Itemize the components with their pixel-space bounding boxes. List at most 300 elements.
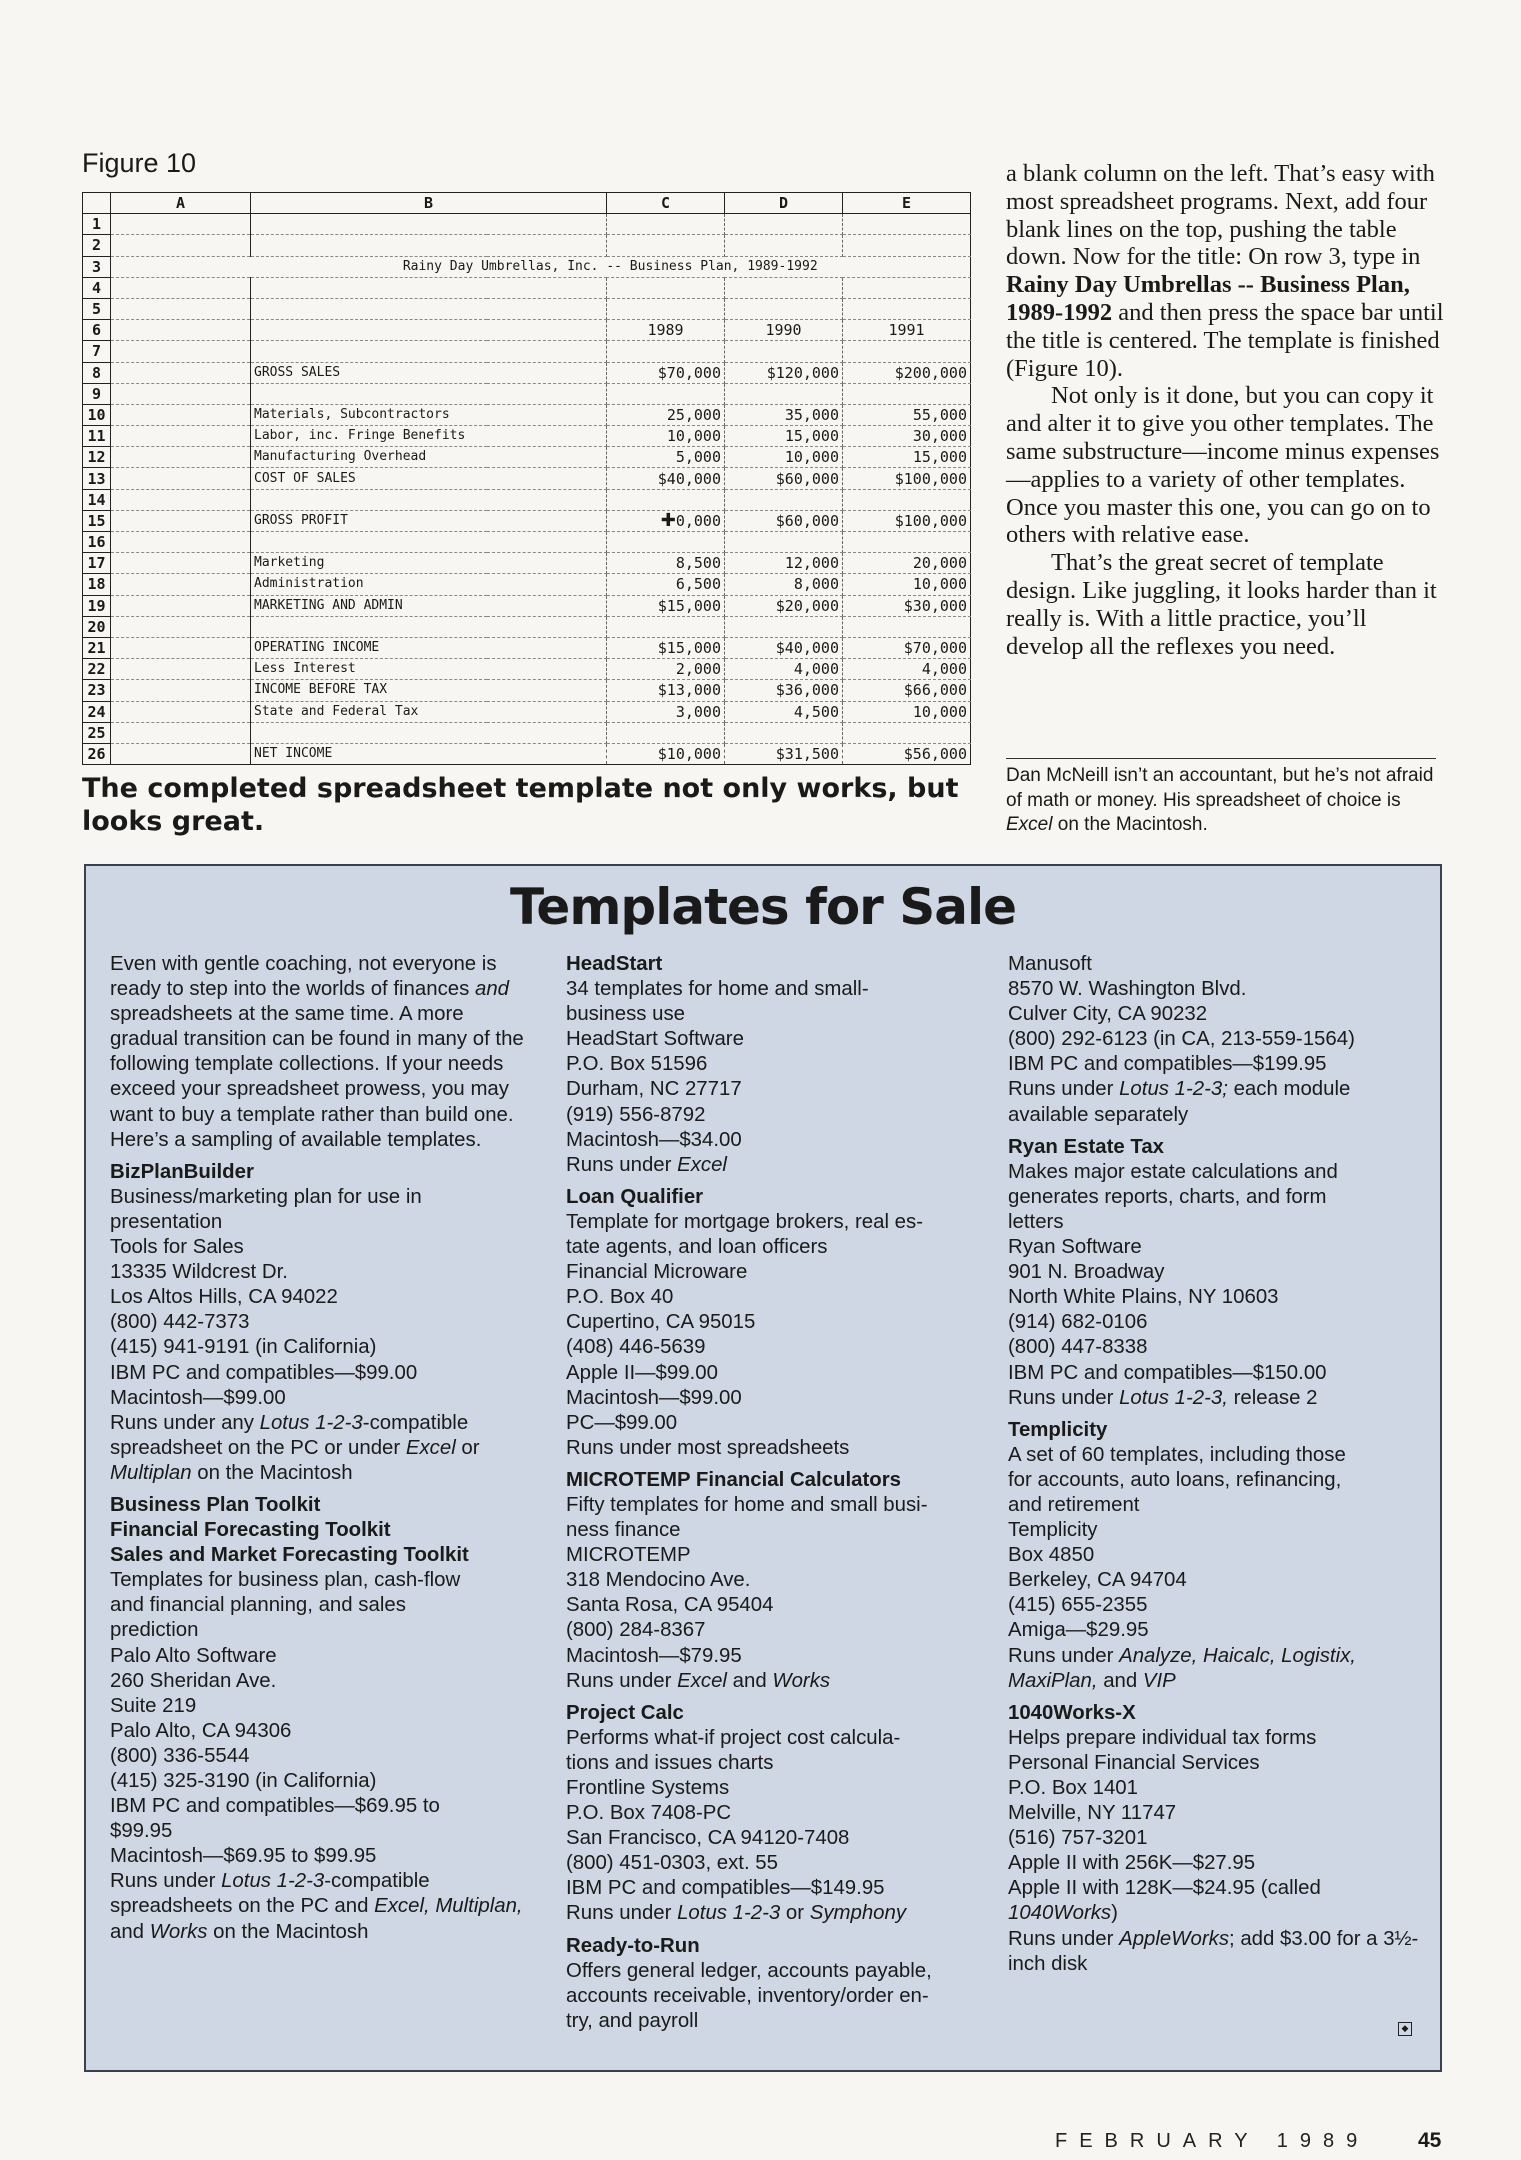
listing-line: Helps prepare individual tax forms [1008, 1726, 1317, 1749]
listing-line: tate agents, and loan officers [566, 1236, 828, 1259]
row-number: 23 [83, 680, 111, 701]
article-body [1006, 160, 1446, 660]
sheet-row [83, 574, 971, 595]
listing-line: Makes major estate calculations and [1008, 1160, 1338, 1183]
listing-line: for accounts, auto loans, refinancing, [1008, 1468, 1342, 1491]
template-listing [566, 952, 981, 1178]
value-cell: 8,000 [725, 574, 843, 595]
sheet-row [83, 426, 971, 447]
listing-line: (800) 284-8367 [566, 1619, 706, 1642]
listing-line: P.O. Box 51596 [566, 1053, 708, 1076]
row-label: Administration [251, 574, 607, 595]
sheet-row [83, 362, 971, 383]
sheet-row [83, 256, 971, 277]
value-cell: $60,000 [725, 510, 843, 531]
row-label: GROSS SALES [251, 362, 607, 383]
listing-line: PC—$99.00 [566, 1411, 678, 1434]
value-cell [843, 532, 971, 553]
row-number: 25 [83, 722, 111, 743]
row-label: NET INCOME [251, 743, 607, 764]
row-label: Marketing [251, 553, 607, 574]
row-number: 10 [83, 404, 111, 425]
row-label [251, 277, 607, 298]
value-cell: 10,000 [843, 574, 971, 595]
listing-line: (415) 325-3190 (in California) [110, 1770, 377, 1792]
value-cell [725, 214, 843, 235]
listing-line: 901 N. Broadway [1008, 1261, 1165, 1284]
divider [1006, 758, 1436, 759]
row-number: 4 [83, 277, 111, 298]
listing-line: P.O. Box 40 [566, 1286, 674, 1309]
value-cell: $66,000 [843, 680, 971, 701]
row-number: 8 [83, 362, 111, 383]
cell [111, 489, 251, 510]
cell [111, 722, 251, 743]
value-cell [843, 489, 971, 510]
product-name: Ryan Estate Tax [1008, 1135, 1165, 1158]
listing-line: Runs under Analyze, Haicalc, Logistix, MaxiPlan, and VIP [1008, 1644, 1356, 1692]
cell [111, 426, 251, 447]
sheet-row [83, 277, 971, 298]
value-cell [725, 235, 843, 256]
column-header: A [111, 193, 251, 214]
listing-line: Runs under Lotus 1-2-3-compatible spreadsheets on the PC and Excel, Multiplan, and Works on the Macintosh [110, 1870, 523, 1943]
value-cell: 4,000 [843, 659, 971, 680]
value-cell [843, 298, 971, 319]
intro-text: Even with gentle coaching, not everyone is ready to step into the worlds of finances and spreadsheets at the same time. A more gradual transition can be found in many of the following template collections. If your needs exceed your spreadsheet prowess, you may want to buy a template rather than build one. Here’s a sampling of available templates. [110, 953, 524, 1151]
listing-line: Santa Rosa, CA 95404 [566, 1594, 774, 1617]
row-label: COST OF SALES [251, 468, 607, 489]
listing-line: Runs under Excel [566, 1153, 727, 1176]
column-header: C [607, 193, 725, 214]
listing-line: Macintosh—$79.95 [566, 1644, 742, 1667]
row-number: 21 [83, 637, 111, 658]
cell [111, 298, 251, 319]
row-label [251, 383, 607, 404]
product-name: HeadStart [566, 953, 663, 975]
cell [111, 383, 251, 404]
column-header: D [725, 193, 843, 214]
sheet-row [83, 680, 971, 701]
listing-line: Cupertino, CA 95015 [566, 1311, 756, 1334]
column-header: E [843, 193, 971, 214]
value-cell [843, 341, 971, 362]
listing-line: (415) 941-9191 (in California) [110, 1336, 377, 1359]
value-cell [607, 616, 725, 637]
listing-line: 13335 Wildcrest Dr. [110, 1261, 288, 1284]
sheet-row [83, 235, 971, 256]
row-label [251, 341, 607, 362]
sheet-row [83, 447, 971, 468]
row-label [251, 320, 607, 341]
row-label: OPERATING INCOME [251, 637, 607, 658]
listing-line: Melville, NY 11747 [1008, 1802, 1177, 1825]
template-listing [1008, 1418, 1428, 1694]
listing-line: Suite 219 [110, 1694, 197, 1717]
product-name: Ready-to-Run [566, 1934, 700, 1957]
row-number: 17 [83, 553, 111, 574]
author-bio: Dan McNeill isn’t an accountant, but he’s not afraid of math or money. His spreadsheet of choice is Excel on the Macintosh. [1006, 765, 1434, 835]
value-cell: $31,500 [725, 743, 843, 764]
page-number: 45 [1418, 2129, 1442, 2152]
row-number: 19 [83, 595, 111, 616]
cell [111, 701, 251, 722]
value-cell: 3,000 [607, 701, 725, 722]
sheet-title-cell: Rainy Day Umbrellas, Inc. -- Business Plan, 1989-1992 [251, 256, 971, 277]
template-listing [566, 1934, 981, 2034]
value-cell [607, 298, 725, 319]
value-cell [607, 722, 725, 743]
row-label: GROSS PROFIT [251, 510, 607, 531]
sheet-row [83, 383, 971, 404]
product-name: BizPlanBuilder [110, 1160, 254, 1183]
listing-line: Template for mortgage brokers, real es- [566, 1210, 923, 1233]
listing-line: 260 Sheridan Ave. [110, 1669, 277, 1692]
value-cell [843, 277, 971, 298]
value-cell [725, 341, 843, 362]
row-label: Manufacturing Overhead [251, 447, 607, 468]
template-listing [566, 1185, 981, 1461]
row-number: 15 [83, 510, 111, 531]
row-number: 6 [83, 320, 111, 341]
listing-line: 318 Mendocino Ave. [566, 1569, 751, 1592]
value-cell [725, 532, 843, 553]
listing-line: Durham, NC 27717 [566, 1078, 742, 1101]
cell [111, 256, 251, 277]
listing-line: Apple II with 128K—$24.95 (called [1008, 1877, 1321, 1900]
listing-line: IBM PC and compatibles—$69.95 to [110, 1795, 440, 1818]
value-cell: 20,000 [843, 553, 971, 574]
listing-line: prediction [110, 1619, 199, 1642]
template-listing [566, 1468, 981, 1694]
listing-line: Macintosh—$99.00 [110, 1386, 286, 1409]
listing-line: P.O. Box 1401 [1008, 1777, 1138, 1799]
cursor-plus-icon: ✚ [660, 510, 676, 531]
sheet-row [83, 722, 971, 743]
sheet-row [83, 553, 971, 574]
cell [111, 553, 251, 574]
value-cell [725, 489, 843, 510]
listing-line: HeadStart Software [566, 1028, 744, 1051]
value-cell: $40,000 [725, 637, 843, 658]
listing-line: Runs under Lotus 1-2-3, release 2 [1008, 1386, 1318, 1409]
listing-line: A set of 60 templates, including those [1008, 1443, 1346, 1466]
cell [111, 341, 251, 362]
value-cell: $100,000 [843, 468, 971, 489]
row-number: 3 [83, 256, 111, 277]
listing-line: Runs under Lotus 1-2-3 or Symphony [566, 1902, 907, 1925]
listing-line: MICROTEMP [566, 1544, 691, 1567]
listing-line: Amiga—$29.95 [1008, 1619, 1149, 1642]
value-cell: 12,000 [725, 553, 843, 574]
listing-line: (800) 336-5544 [110, 1744, 250, 1767]
cell [111, 510, 251, 531]
listing-line: Offers general ledger, accounts payable, [566, 1959, 932, 1982]
value-cell [843, 383, 971, 404]
value-cell: $120,000 [725, 362, 843, 383]
cell [111, 616, 251, 637]
listing-line: Runs under most spreadsheets [566, 1436, 850, 1459]
listing-line: Box 4850 [1008, 1544, 1095, 1567]
listing-line: P.O. Box 7408-PC [566, 1802, 732, 1825]
sheet-row [83, 659, 971, 680]
sidebar-title: Templates for Sale [509, 878, 1017, 936]
listing-line: Macintosh—$69.95 to $99.95 [110, 1845, 377, 1868]
value-cell [843, 214, 971, 235]
sheet-row [83, 404, 971, 425]
row-label: Less Interest [251, 659, 607, 680]
value-cell [725, 616, 843, 637]
value-cell: 1991 [843, 320, 971, 341]
value-cell: $30,000 [843, 595, 971, 616]
value-cell: $15,000 [607, 595, 725, 616]
template-listing [1008, 952, 1428, 1128]
value-cell: $40,000 [607, 468, 725, 489]
row-label [251, 489, 607, 510]
value-cell [607, 532, 725, 553]
value-cell: $56,000 [843, 743, 971, 764]
listing-line: 34 templates for home and small- [566, 978, 869, 1001]
cell [111, 659, 251, 680]
template-listing [110, 1493, 530, 1945]
value-cell: 30,000 [843, 426, 971, 447]
product-name: Sales and Market Forecasting Toolkit [110, 1544, 469, 1567]
row-number: 24 [83, 701, 111, 722]
listing-line: Apple II—$99.00 [566, 1361, 718, 1384]
value-cell [607, 341, 725, 362]
listing-line: try, and payroll [566, 2009, 699, 2032]
row-label [251, 532, 607, 553]
value-cell [725, 722, 843, 743]
value-cell: 25,000 [607, 404, 725, 425]
listing-line: (408) 446-5639 [566, 1336, 706, 1359]
listing-line: (800) 451-0303, ext. 55 [566, 1852, 778, 1875]
row-number: 5 [83, 298, 111, 319]
value-cell: $60,000 [725, 468, 843, 489]
value-cell [725, 383, 843, 404]
row-label [251, 235, 607, 256]
cell [111, 468, 251, 489]
template-listing [110, 1160, 530, 1486]
value-cell: $13,000 [607, 680, 725, 701]
listing-line: 1040Works) Runs under AppleWorks; add $3.00 for a 3½-inch disk [1008, 1902, 1419, 1975]
value-cell: 5,000 [607, 447, 725, 468]
product-name: MICROTEMP Financial Calculators [566, 1468, 902, 1491]
sheet-row [83, 701, 971, 722]
value-cell: 10,000 [725, 447, 843, 468]
corner-cell [83, 193, 111, 214]
sheet-row [83, 320, 971, 341]
template-listing [1008, 1701, 1428, 1977]
value-cell: 6,500 [607, 574, 725, 595]
figure-caption: The completed spreadsheet template not only works, but looks great. [82, 773, 959, 837]
listing-line: letters [1008, 1210, 1064, 1233]
cell [111, 447, 251, 468]
listing-line: North White Plains, NY 10603 [1008, 1286, 1279, 1309]
listing-line: IBM PC and compatibles—$99.00 [110, 1361, 418, 1384]
listing-line: Fifty templates for home and small busi- [566, 1493, 928, 1516]
value-cell [725, 298, 843, 319]
row-label: State and Federal Tax [251, 701, 607, 722]
value-cell: 2,000 [607, 659, 725, 680]
template-listing [1008, 1135, 1428, 1411]
listing-line: generates reports, charts, and form [1008, 1185, 1327, 1208]
listing-line: ness finance [566, 1519, 681, 1542]
listing-line: (800) 292-6123 (in CA, 213-559-1564) [1008, 1028, 1355, 1051]
value-cell [607, 277, 725, 298]
cell [111, 404, 251, 425]
sidebar-column-1 [110, 952, 530, 1952]
cell [111, 743, 251, 764]
sidebar-column-3 [1008, 952, 1428, 1984]
listing-line: (516) 757-3201 [1008, 1827, 1148, 1850]
row-label: MARKETING AND ADMIN [251, 595, 607, 616]
listing-line: Palo Alto, CA 94306 [110, 1719, 292, 1742]
listing-line: and financial planning, and sales [110, 1594, 406, 1617]
row-number: 22 [83, 659, 111, 680]
row-label [251, 298, 607, 319]
listing-line: Runs under any Lotus 1-2-3-compatible spreadsheet on the PC or under Excel or Multiplan on the Macintosh [110, 1411, 480, 1484]
value-cell: 4,500 [725, 701, 843, 722]
sheet-row [83, 532, 971, 553]
listing-line: Palo Alto Software [110, 1644, 277, 1667]
listing-line: Los Altos Hills, CA 94022 [110, 1286, 338, 1309]
listing-line: business use [566, 1003, 686, 1026]
paragraph: Not only is it done, but you can copy it and alter it to give you other templates. The same substructure—income minus expenses—applies to a variety of other templates. Once you master this one, you can go on to others with relative ease. [1006, 382, 1440, 549]
templates-sidebar [84, 864, 1442, 2072]
paragraph: a blank column on the left. That’s easy with most spreadsheet programs. Next, add four blank lines on the top, pushing the table down. Now for the title: On row 3, type in Rainy Day Umbrellas -- Business Plan, 1989-1992 and then press the space bar until the title is centered. The template is finished (Figure 10). [1006, 160, 1444, 382]
listing-line: San Francisco, CA 94120-7408 [566, 1827, 850, 1850]
row-number: 20 [83, 616, 111, 637]
product-name: Loan Qualifier [566, 1185, 704, 1208]
listing-line: Berkeley, CA 94704 [1008, 1569, 1187, 1592]
value-cell: $36,000 [725, 680, 843, 701]
value-cell [607, 489, 725, 510]
listing-line: Runs under Lotus 1-2-3; each module available separately [1008, 1078, 1351, 1126]
row-label: Materials, Subcontractors [251, 404, 607, 425]
value-cell [607, 214, 725, 235]
cell [111, 320, 251, 341]
cell [111, 235, 251, 256]
sheet-row [83, 637, 971, 658]
value-cell: $100,000 [843, 510, 971, 531]
value-cell: $200,000 [843, 362, 971, 383]
listing-line: accounts receivable, inventory/order en- [566, 1984, 929, 2007]
value-cell: 8,500 [607, 553, 725, 574]
listing-line: Templates for business plan, cash-flow [110, 1569, 461, 1592]
listing-line: Ryan Software [1008, 1236, 1142, 1259]
sheet-row [83, 298, 971, 319]
listing-line: Runs under Excel and Works [566, 1669, 831, 1692]
row-label [251, 722, 607, 743]
listing-line: Financial Microware [566, 1261, 748, 1284]
product-name: 1040Works-X [1008, 1701, 1136, 1724]
value-cell [843, 616, 971, 637]
sheet-row [83, 616, 971, 637]
row-number: 12 [83, 447, 111, 468]
product-name: Project Calc [566, 1701, 684, 1724]
listing-line: (415) 655-2355 [1008, 1594, 1148, 1617]
listing-line: presentation [110, 1210, 223, 1233]
listing-line: Frontline Systems [566, 1777, 730, 1799]
value-cell [843, 235, 971, 256]
sheet-row [83, 489, 971, 510]
value-cell: $20,000 [725, 595, 843, 616]
listing-line: Business/marketing plan for use in [110, 1185, 422, 1208]
value-cell [607, 235, 725, 256]
figure-label: Figure 10 [82, 148, 197, 178]
cell [111, 362, 251, 383]
value-cell: 1989 [607, 320, 725, 341]
row-number: 14 [83, 489, 111, 510]
listing-line: Tools for Sales [110, 1236, 244, 1259]
product-name: Business Plan Toolkit [110, 1493, 321, 1516]
row-number: 18 [83, 574, 111, 595]
value-cell [843, 722, 971, 743]
product-name: Financial Forecasting Toolkit [110, 1519, 391, 1542]
value-cell: 4,000 [725, 659, 843, 680]
spreadsheet-figure [82, 192, 971, 765]
sheet-row [83, 595, 971, 616]
value-cell: $10,000 [607, 743, 725, 764]
value-cell [607, 383, 725, 404]
listing-line: IBM PC and compatibles—$150.00 [1008, 1361, 1327, 1384]
row-label: Labor, inc. Fringe Benefits [251, 426, 607, 447]
value-cell: 35,000 [725, 404, 843, 425]
listing-line: Performs what-if project cost calcula- [566, 1726, 901, 1749]
listing-line: 8570 W. Washington Blvd. [1008, 978, 1247, 1001]
sheet-row [83, 341, 971, 362]
end-mark-icon: ◆ [1398, 2022, 1412, 2036]
listing-line: Templicity [1008, 1519, 1098, 1542]
listing-line: Apple II with 256K—$27.95 [1008, 1852, 1256, 1875]
row-number: 2 [83, 235, 111, 256]
listing-line: $99.95 [110, 1820, 173, 1843]
sheet-row [83, 743, 971, 764]
listing-line: tions and issues charts [566, 1751, 774, 1774]
listing-line: (919) 556-8792 [566, 1103, 706, 1126]
sheet-row [83, 468, 971, 489]
cell [111, 532, 251, 553]
row-number: 13 [83, 468, 111, 489]
column-header: B [251, 193, 607, 214]
sidebar-column-2 [566, 952, 981, 2041]
value-cell: 15,000 [843, 447, 971, 468]
row-number: 16 [83, 532, 111, 553]
row-number: 26 [83, 743, 111, 764]
value-cell: 10,000 [843, 701, 971, 722]
row-number: 7 [83, 341, 111, 362]
listing-line: Manusoft [1008, 953, 1092, 975]
paragraph: That’s the great secret of template design. Like juggling, it looks harder than it really is. With a little practice, you’ll develop all the reflexes you need. [1006, 549, 1437, 660]
listing-line: Macintosh—$99.00 [566, 1386, 742, 1409]
product-name: Templicity [1008, 1418, 1108, 1441]
row-number: 1 [83, 214, 111, 235]
listing-line: Personal Financial Services [1008, 1751, 1260, 1774]
listing-line: (800) 442-7373 [110, 1311, 250, 1334]
listing-line: Culver City, CA 90232 [1008, 1003, 1208, 1026]
sheet-row [83, 214, 971, 235]
cell [111, 595, 251, 616]
sheet-row [83, 510, 971, 531]
listing-line: IBM PC and compatibles—$149.95 [566, 1877, 885, 1900]
cell [111, 680, 251, 701]
value-cell: 1990 [725, 320, 843, 341]
cell [111, 574, 251, 595]
value-cell: ✚0,000 [607, 510, 725, 531]
value-cell: $15,000 [607, 637, 725, 658]
listing-line: and retirement [1008, 1493, 1140, 1516]
